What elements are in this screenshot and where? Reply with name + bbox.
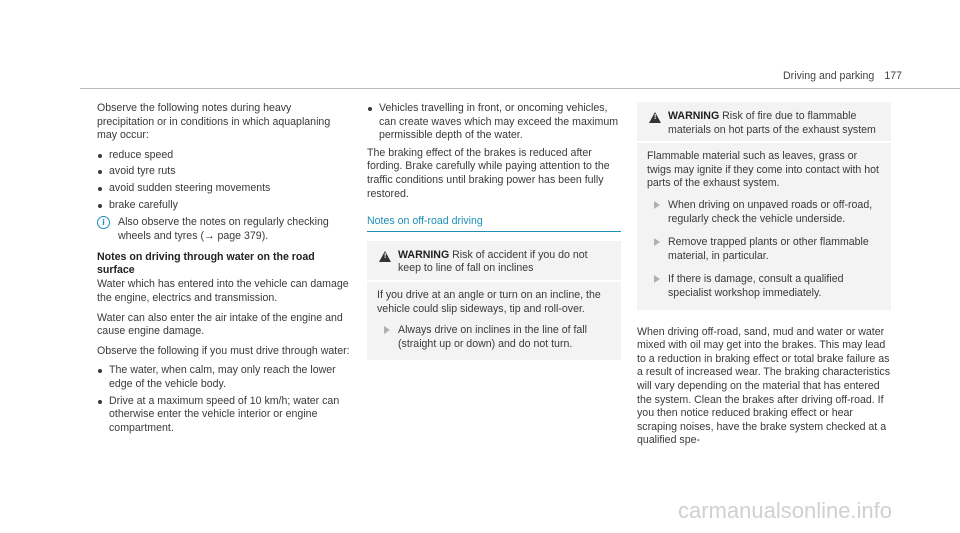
page-number: 177 <box>884 70 902 82</box>
warning-triangle-icon <box>649 112 661 123</box>
list-item: The water, when calm, may only reach the lower edge of the vehicle body. <box>97 364 350 391</box>
list-item: avoid tyre ruts <box>97 165 350 179</box>
warning-body: Flammable material such as leaves, grass or twigs may ignite if they come into contact with hot parts of the exhaust system. <box>647 150 879 190</box>
triangle-right-icon <box>654 275 660 283</box>
warning-box-incline <box>367 241 621 361</box>
bullet-icon <box>98 369 102 373</box>
triangle-right-icon <box>654 201 660 209</box>
waves-bullet-list <box>367 102 621 143</box>
warning-triangle-icon <box>379 251 391 262</box>
warning-step: Always drive on inclines in the line of fall (straight up or down) and do not turn. <box>367 324 621 351</box>
aquaplaning-intro: Observe the following notes during heavy precipitation or in conditions in which aquaplaning may occur: <box>97 102 331 142</box>
offroad-brakes-para: When driving off-road, sand, mud and water or water mixed with oil may get into the brakes. This may lead to a reduction in braking effect or total brake failure as a result of increased wear. The braking characteristics will vary depending on the material that has entered the system. Clean the brakes after driving off-road. If you then notice reduced braking effect or hear scraping noises, have the brake system checked at a qualified spe- <box>637 325 890 447</box>
warning-body: If you drive at an angle or turn on an incline, the vehicle could slip sideways, tip and roll-over. <box>377 288 601 315</box>
offroad-section-heading: Notes on off-road driving <box>367 215 483 228</box>
watermark: carmanualsonline.info <box>678 498 893 523</box>
page-header <box>80 0 960 89</box>
warning-step: Remove trapped plants or other flammable material, in particular. <box>637 236 891 263</box>
aquaplaning-bullet-list <box>97 149 350 212</box>
warning-step: If there is damage, consult a qualified specialist workshop immediately. <box>637 273 891 300</box>
water-driving-heading: Notes on driving through water on the road surface <box>97 251 315 277</box>
water-bullet-list <box>97 364 350 435</box>
bullet-icon <box>368 107 372 111</box>
info-note-text[interactable]: Also observe the notes on regularly checking wheels and tyres (→ page 379). <box>118 216 329 242</box>
bullet-icon <box>98 154 102 158</box>
warning-header <box>367 241 621 280</box>
bullet-icon <box>98 170 102 174</box>
section-divider <box>367 231 621 232</box>
column-1 <box>97 102 350 439</box>
water-para-1: Water which has entered into the vehicle can damage the engine, electrics and transmission. <box>97 278 349 304</box>
warning-label: WARNING <box>668 110 720 122</box>
water-para-3: Observe the following if you must drive through water: <box>97 344 350 357</box>
warning-box-fire <box>637 102 891 310</box>
column-2 <box>367 102 621 360</box>
chapter-title: Driving and parking <box>783 70 875 82</box>
warning-title: Risk of fire due to flammable materials on hot parts of the exhaust system <box>668 110 876 136</box>
warning-title: Risk of accident if you do not keep to line of fall on inclines <box>398 248 588 275</box>
list-item: avoid sudden steering movements <box>97 182 350 196</box>
column-3 <box>637 102 891 454</box>
warning-label: WARNING <box>398 248 450 261</box>
warning-divider <box>367 280 621 282</box>
list-item: reduce speed <box>97 149 350 163</box>
header-divider <box>80 88 960 89</box>
warning-step: When driving on unpaved roads or off-road, regularly check the vehicle underside. <box>637 199 891 226</box>
list-item: brake carefully <box>97 199 350 213</box>
bullet-icon <box>98 204 102 208</box>
info-note <box>97 216 350 243</box>
list-item: Vehicles travelling in front, or oncoming vehicles, can create waves which may exceed the maximum permissible depth of the water. <box>367 102 621 143</box>
triangle-right-icon <box>384 326 390 334</box>
info-icon: i <box>97 216 110 229</box>
bullet-icon <box>98 187 102 191</box>
list-item: Drive at a maximum speed of 10 km/h; water can otherwise enter the vehicle interior or engine compartment. <box>97 395 350 436</box>
water-para-2: Water can also enter the air intake of the engine and cause engine damage. <box>97 311 343 338</box>
bullet-icon <box>98 400 102 404</box>
warning-header <box>637 102 891 141</box>
warning-divider <box>637 141 891 143</box>
braking-para: The braking effect of the brakes is reduced after fording. Brake carefully while paying attention to the traffic conditions until braking power has been fully restored. <box>367 146 610 200</box>
triangle-right-icon <box>654 238 660 246</box>
header-title <box>783 70 902 84</box>
